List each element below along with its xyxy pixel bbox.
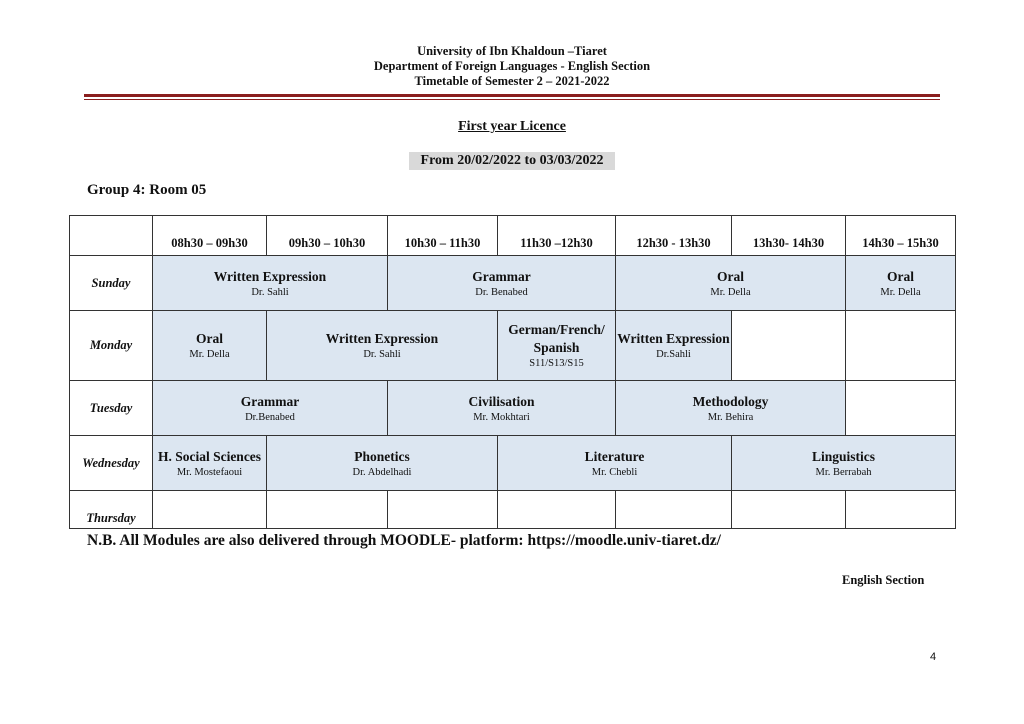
- session-cell: [388, 256, 616, 311]
- timetable-header-row: [70, 216, 956, 256]
- subject-name: Written Expression: [617, 331, 730, 346]
- session-cell: [846, 256, 956, 311]
- teacher-name: Mr. Della: [189, 349, 230, 360]
- teacher-name: Dr. Benabed: [475, 286, 528, 298]
- document-header: [0, 44, 1024, 89]
- page-number: 4: [930, 651, 937, 663]
- session-cell: [388, 381, 616, 436]
- subject-name: Grammar: [472, 268, 531, 284]
- teacher-name: Dr. Abdelhadi: [352, 466, 412, 478]
- page-title: First year Licence: [458, 119, 566, 134]
- empty-cell: [616, 491, 732, 529]
- subject-name: Oral: [196, 331, 223, 346]
- empty-cell: [846, 381, 956, 436]
- department-name: Department of Foreign Languages - English Section: [373, 59, 651, 73]
- empty-cell: [267, 491, 388, 529]
- timetable: [69, 215, 956, 529]
- session-cell: [498, 436, 732, 491]
- teacher-name: Mr. Della: [710, 286, 751, 298]
- timeslot-header: 11h30 –12h30: [498, 216, 616, 256]
- row-tuesday: [70, 381, 956, 436]
- session-cell: [616, 256, 846, 311]
- session-cell: [153, 256, 388, 311]
- row-sunday: [70, 256, 956, 311]
- session-cell: [153, 381, 388, 436]
- timeslot-header: 12h30 - 13h30: [616, 216, 732, 256]
- session-cell: [153, 436, 267, 491]
- teacher-name: Mr. Mostefaoui: [176, 466, 243, 478]
- empty-cell: [846, 491, 956, 529]
- empty-cell: [732, 311, 846, 381]
- teacher-name: S11/S13/S15: [529, 358, 584, 369]
- subject-name: Civilisation: [468, 393, 535, 409]
- timeslot-header: 10h30 – 11h30: [388, 216, 498, 256]
- subject-name: Phonetics: [354, 448, 410, 464]
- row-wednesday: [70, 436, 956, 491]
- empty-cell: [153, 491, 267, 529]
- timeslot-header: 09h30 – 10h30: [267, 216, 388, 256]
- timeslot-header: 08h30 – 09h30: [153, 216, 267, 256]
- university-name: University of Ibn Khaldoun –Tiaret: [417, 44, 607, 58]
- period-range: From 20/02/2022 to 03/03/2022: [409, 152, 615, 170]
- empty-cell: [388, 491, 498, 529]
- session-cell: [732, 436, 956, 491]
- teacher-name: Dr. Sahli: [251, 286, 289, 298]
- group-room: Group 4: Room 05: [87, 182, 207, 198]
- empty-cell: [846, 311, 956, 381]
- subject-name: Oral: [887, 268, 914, 284]
- day-label: Tuesday: [70, 381, 153, 436]
- moodle-note: N.B. All Modules are also delivered through MOODLE- platform: https://moodle.univ-tiaret.dz/: [87, 532, 721, 549]
- teacher-name: Mr. Mokhtari: [473, 411, 530, 423]
- day-label: Monday: [70, 311, 153, 381]
- session-cell: [153, 311, 267, 381]
- teacher-name: Mr. Chebli: [591, 466, 638, 478]
- subject-name: Grammar: [240, 393, 300, 409]
- session-cell: [267, 311, 498, 381]
- day-label: Wednesday: [70, 436, 153, 491]
- row-monday: [70, 311, 956, 381]
- header-rule-thick: [84, 94, 940, 97]
- day-label: Sunday: [70, 256, 153, 311]
- subject-name: Written Expression: [325, 331, 439, 346]
- subject-name: Written Expression: [213, 268, 327, 284]
- row-thursday: [70, 491, 956, 529]
- session-cell: [616, 381, 846, 436]
- timeslot-header: 13h30- 14h30: [732, 216, 846, 256]
- subject-name: Methodology: [692, 393, 769, 409]
- subject-name: Literature: [584, 448, 645, 464]
- subject-name: Oral: [717, 268, 744, 284]
- teacher-name: Dr.Sahli: [656, 349, 691, 360]
- teacher-name: Mr. Behira: [707, 411, 754, 423]
- subject-name: German/French/ Spanish: [508, 322, 605, 355]
- empty-cell: [732, 491, 846, 529]
- subject-name: H. Social Sciences: [157, 448, 262, 464]
- session-cell: [498, 311, 616, 381]
- subject-name: Linguistics: [811, 448, 876, 464]
- empty-cell: [498, 491, 616, 529]
- timeslot-header: 14h30 – 15h30: [846, 216, 956, 256]
- teacher-name: Dr.Benabed: [245, 411, 295, 423]
- timetable-semester: Timetable of Semester 2 – 2021-2022: [414, 74, 610, 88]
- session-cell: [267, 436, 498, 491]
- teacher-name: Dr. Sahli: [363, 349, 401, 360]
- teacher-name: Mr. Della: [880, 286, 921, 298]
- day-label: Thursday: [70, 491, 153, 529]
- session-cell: [616, 311, 732, 381]
- teacher-name: Mr. Berrabah: [815, 466, 872, 478]
- footer-section-label: English Section: [842, 573, 925, 587]
- header-rule-thin: [84, 99, 940, 100]
- corner-cell: [70, 216, 153, 256]
